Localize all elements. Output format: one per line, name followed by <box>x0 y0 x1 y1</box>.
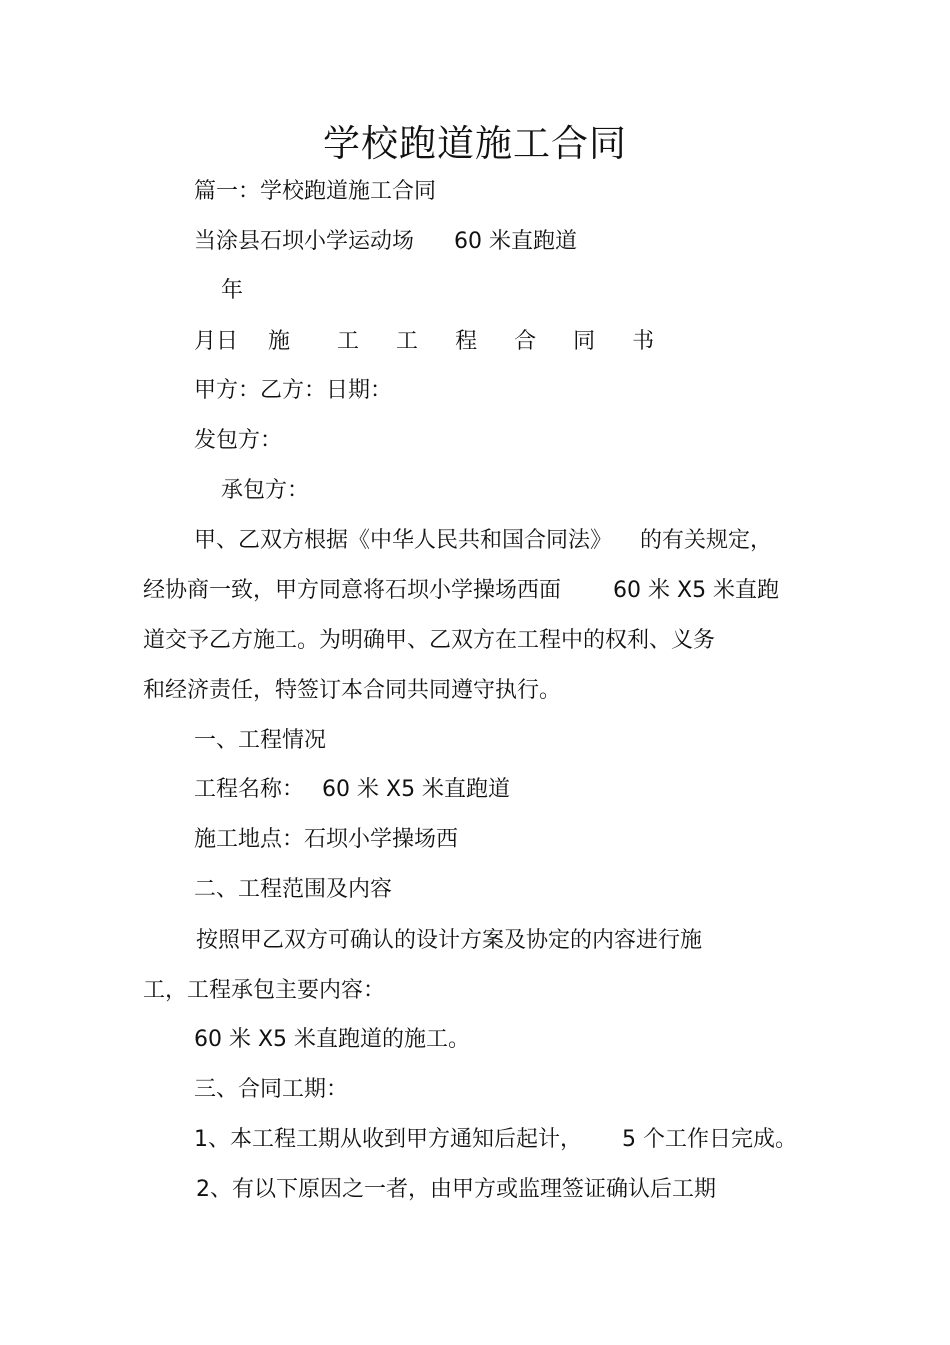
project-track: 60 米直跑道 <box>454 229 578 254</box>
section-heading-1: 一、工程情况 <box>194 728 327 753</box>
parties-date-line: 甲方：乙方：日期： <box>194 378 393 403</box>
project-site-line: 施工地点：石坝小学操场西 <box>194 827 459 852</box>
section-heading-3: 三、合同工期： <box>194 1077 349 1102</box>
contractor-label: 承包方： <box>221 478 310 503</box>
contract-book-char: 工 <box>337 329 360 354</box>
paragraph-line <box>143 576 779 606</box>
paragraph-text: 60 米 X5 米直跑 <box>613 578 780 603</box>
paragraph-text: 经协商一致，甲方同意将石坝小学操场西面 <box>143 578 562 603</box>
field-label: 工程名称： <box>194 777 305 802</box>
clause-text: 1、本工程工期从收到甲方通知后起计， <box>194 1127 582 1152</box>
clause-line: 2、有以下原因之一者，由甲方或监理签证确认后工期 <box>196 1177 716 1202</box>
contract-book-char: 程 <box>455 329 478 354</box>
paragraph-line: 60 米 X5 米直跑道的施工。 <box>194 1027 471 1052</box>
paragraph-line: 道交予乙方施工。为明确甲、乙双方在工程中的权利、义务 <box>143 628 716 653</box>
clause-text: 5 个工作日完成。 <box>622 1127 797 1152</box>
contract-book-line <box>194 327 654 357</box>
paragraph-text: 的有关规定， <box>640 528 773 553</box>
paragraph-line: 工，工程承包主要内容： <box>143 978 386 1003</box>
contract-book-char: 工 <box>396 329 419 354</box>
section-heading-part-one: 篇一：学校跑道施工合同 <box>194 179 437 204</box>
contract-book-char: 书 <box>632 329 655 354</box>
clause-line <box>194 1125 797 1155</box>
paragraph-line <box>194 526 772 556</box>
project-location: 当涂县石坝小学运动场 <box>194 229 415 254</box>
contract-book-char: 施 <box>268 329 291 354</box>
project-line <box>194 227 577 257</box>
employer-label: 发包方： <box>194 428 283 453</box>
paragraph-line: 和经济责任，特签订本合同共同遵守执行。 <box>143 678 562 703</box>
field-value: 60 米 X5 米直跑道 <box>322 777 511 802</box>
paragraph-line: 按照甲乙双方可确认的设计方案及协定的内容进行施 <box>196 928 703 953</box>
paragraph-text: 甲、乙双方根据《中华人民共和国合同法》 <box>194 528 613 553</box>
page-title: 学校跑道施工合同 <box>323 122 627 165</box>
year-label: 年 <box>221 278 244 303</box>
section-heading-2: 二、工程范围及内容 <box>194 877 393 902</box>
project-name-line <box>194 775 510 805</box>
month-day-label: 月日 <box>194 329 239 354</box>
contract-book-char: 合 <box>514 329 537 354</box>
contract-book-char: 同 <box>573 329 596 354</box>
